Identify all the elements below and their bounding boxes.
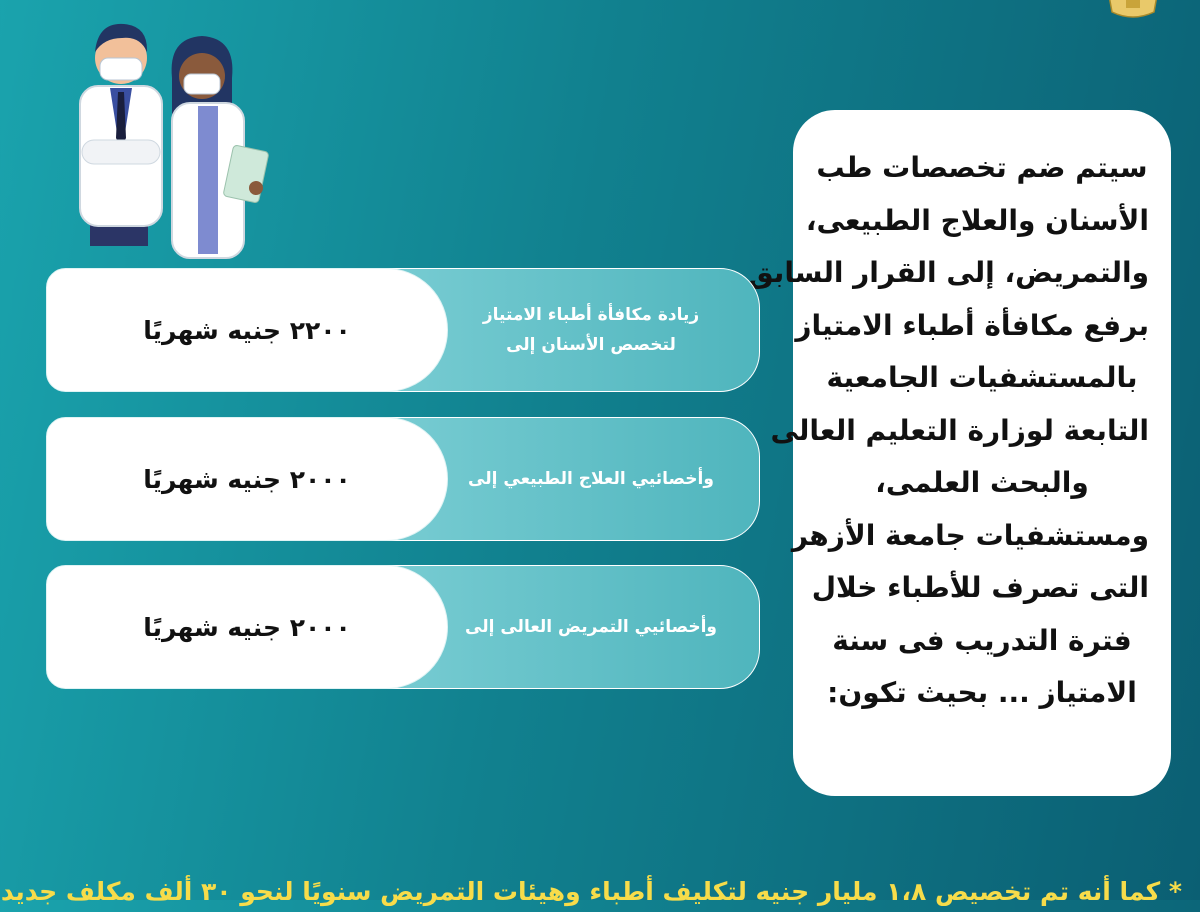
bonus-amount: ٢٢٠٠ جنيه شهريًا bbox=[143, 315, 351, 345]
bonus-label bbox=[483, 300, 699, 360]
info-card bbox=[748, 110, 1171, 796]
bonus-amount-box bbox=[46, 417, 448, 541]
info-line: والبحث العلمى، bbox=[875, 466, 1089, 499]
info-line: التى تصرف للأطباء خلال bbox=[811, 571, 1149, 604]
bonus-label bbox=[465, 612, 717, 642]
info-line: سيتم ضم تخصصات طب bbox=[816, 151, 1148, 184]
info-line: برفع مكافأة أطباء الامتياز bbox=[795, 308, 1149, 342]
bonus-label-line: زيادة مكافأة أطباء الامتياز bbox=[482, 305, 700, 325]
info-line: التابعة لوزارة التعليم العالى bbox=[770, 413, 1149, 447]
footnote: * كما أنه تم تخصيص ١،٨ مليار جنيه لتكليف أطباء وهيئات التمريض سنويًا لنحو ٣٠ ألف مكلف جديد bbox=[0, 877, 1182, 906]
info-line: والتمريض، إلى القرار السابق bbox=[748, 256, 1149, 289]
eagle-emblem-icon bbox=[1104, 0, 1162, 20]
info-line: الامتياز ... بحيث تكون: bbox=[827, 676, 1137, 709]
bonus-row-nursing bbox=[46, 565, 760, 689]
bonus-amount: ٢٠٠٠ جنيه شهريًا bbox=[143, 612, 351, 642]
bonus-row-dentistry bbox=[46, 268, 760, 392]
bonus-amount-box bbox=[46, 565, 448, 689]
bonus-label-line: لتخصص الأسنان إلى bbox=[506, 335, 676, 355]
info-line: الأسنان والعلاج الطبيعى، bbox=[805, 203, 1149, 237]
info-line: بالمستشفيات الجامعية bbox=[826, 361, 1138, 394]
info-line: ومستشفيات جامعة الأزهر bbox=[791, 518, 1149, 552]
bonus-amount-box bbox=[46, 268, 448, 392]
female-doctor-icon bbox=[172, 36, 269, 258]
bonus-label-line: وأخصائيي العلاج الطبيعي إلى bbox=[468, 469, 714, 489]
bonus-row-physiotherapy bbox=[46, 417, 760, 541]
bonus-label bbox=[468, 464, 714, 494]
doctors-illustration-icon bbox=[60, 8, 300, 263]
bonus-amount: ٢٠٠٠ جنيه شهريًا bbox=[143, 464, 351, 494]
male-doctor-icon bbox=[80, 24, 162, 246]
info-line: فترة التدريب فى سنة bbox=[832, 623, 1132, 657]
bonus-label-line: وأخصائيي التمريض العالى إلى bbox=[465, 617, 717, 637]
